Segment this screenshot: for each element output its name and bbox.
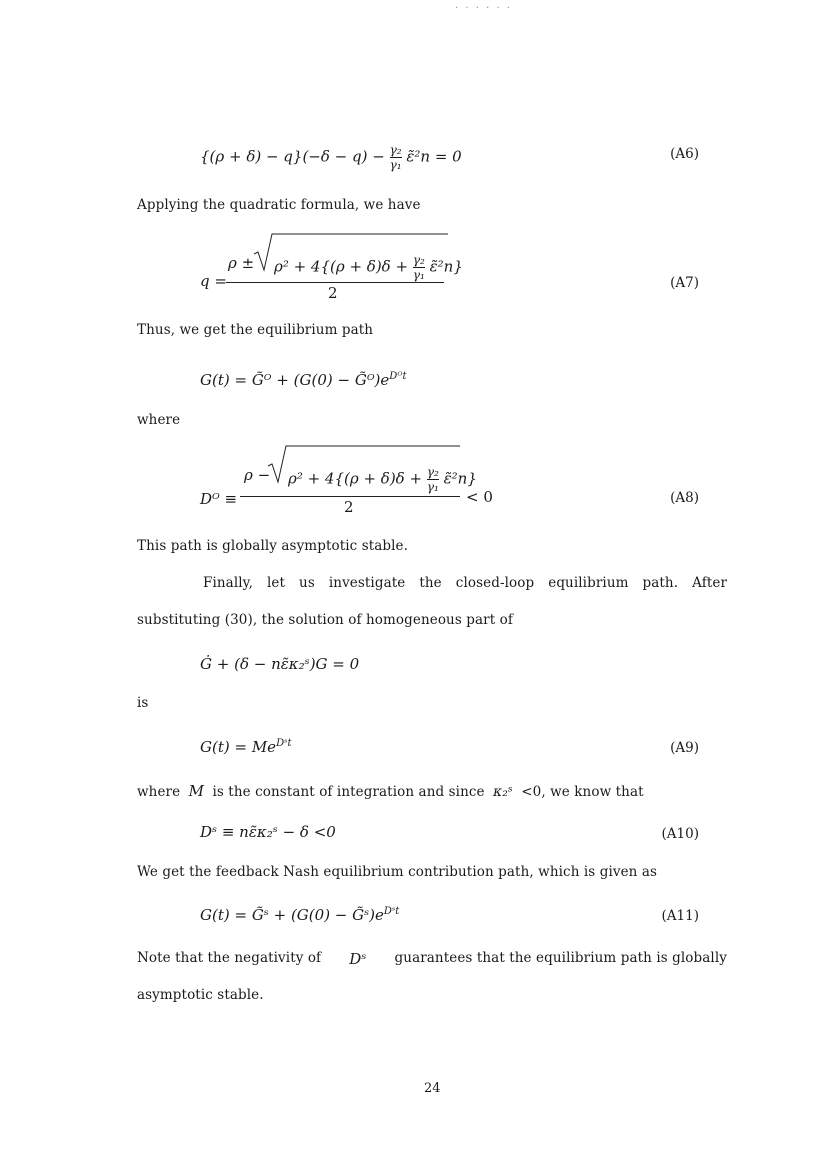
eq-open-loop-body: G(t) = G̃ᴼ + (G(0) − G̃ᴼ)e bbox=[200, 371, 390, 389]
text-where-m bbox=[137, 782, 644, 800]
eq-a7-fraction-bar bbox=[226, 282, 444, 283]
eq-a8-radicand-end: ε̃²n} bbox=[443, 469, 477, 488]
eq-a7-denominator: 2 bbox=[328, 284, 338, 302]
text-where-m-symbol: M bbox=[188, 782, 205, 800]
eq-a7-radicand-main: ρ² + 4{(ρ + δ)δ + bbox=[274, 257, 409, 276]
text-where-m-part3: <0, we know that bbox=[521, 784, 644, 800]
text-note-part2: guarantees that the equilibrium path is globally bbox=[394, 950, 727, 966]
eq-a8-radicand-main: ρ² + 4{(ρ + δ)δ + bbox=[288, 469, 423, 488]
text-where: where bbox=[137, 412, 181, 428]
eq-label-a7: (A7) bbox=[670, 275, 699, 291]
para-finally-line2: substituting (30), the solution of homogeneous part of bbox=[137, 612, 513, 628]
eq-a9-body: G(t) = Me bbox=[200, 738, 277, 756]
header-marks: . . . . . . bbox=[455, 0, 512, 11]
eq-a7-rad-frac-num: γ₂ bbox=[412, 253, 425, 267]
equation-a6 bbox=[200, 144, 462, 171]
eq-label-a10: (A10) bbox=[661, 826, 699, 842]
text-note-line1 bbox=[137, 950, 727, 968]
eq-a7-radicand-frac bbox=[413, 254, 425, 281]
text-quadratic: Applying the quadratic formula, we have bbox=[137, 197, 421, 213]
text-where-m-part1: where bbox=[137, 784, 181, 800]
eq-a8-lhs: Dᴼ ≡ bbox=[200, 490, 238, 508]
eq-label-a6: (A6) bbox=[670, 146, 699, 162]
text-feedback: We get the feedback Nash equilibrium contribution path, which is given as bbox=[137, 864, 658, 880]
equation-a11 bbox=[200, 906, 399, 924]
eq-a8-denominator: 2 bbox=[344, 498, 354, 516]
eq-a6-frac-num: γ₂ bbox=[389, 143, 402, 157]
text-note-line2: asymptotic stable. bbox=[137, 987, 264, 1003]
eq-a9-exp: Dˢt bbox=[276, 738, 292, 749]
equation-a9 bbox=[200, 738, 291, 756]
eq-a6-frac-den: γ₁ bbox=[389, 158, 402, 172]
eq-a8-rad-frac-den: γ₁ bbox=[426, 480, 439, 494]
eq-a7-radicand-end: ε̃²n} bbox=[429, 257, 463, 276]
eq-a8-fraction-bar bbox=[240, 496, 460, 497]
eq-label-a9: (A9) bbox=[670, 740, 699, 756]
eq-a7-radicand bbox=[274, 254, 463, 281]
eq-a8-radicand bbox=[288, 466, 477, 493]
eq-open-loop-exp: Dᴼt bbox=[389, 371, 407, 382]
text-note-part1: Note that the negativity of bbox=[137, 950, 322, 966]
eq-a7-num-left: ρ ± bbox=[228, 254, 255, 272]
text-note-symbol: Dˢ bbox=[349, 950, 367, 968]
eq-a8-rad-frac-num: γ₂ bbox=[426, 465, 439, 479]
para-finally-line1: Finally, let us investigate the closed-loop equilibrium path. After bbox=[203, 575, 727, 591]
eq-homogeneous: Ġ + (δ − nε̃κ₂ˢ)G = 0 bbox=[200, 655, 360, 673]
eq-a8-radicand-frac bbox=[427, 466, 439, 493]
text-where-m-part2: is the constant of integration and since bbox=[212, 784, 485, 800]
eq-a7-rad-frac-den: γ₁ bbox=[412, 268, 425, 282]
text-stable: This path is globally asymptotic stable. bbox=[137, 538, 409, 554]
eq-a8-rhs: < 0 bbox=[466, 488, 493, 506]
eq-a10-body: Dˢ ≡ nε̃κ₂ˢ − δ <0 bbox=[200, 823, 336, 841]
eq-a11-exp: Dˢt bbox=[383, 906, 400, 917]
eq-a8-num-left: ρ − bbox=[244, 466, 271, 484]
eq-label-a11: (A11) bbox=[661, 908, 699, 924]
eq-a6-fraction bbox=[390, 144, 402, 171]
eq-a11-body: G(t) = G̃ˢ + (G(0) − G̃ˢ)e bbox=[200, 906, 384, 924]
eq-a6-right: ε̃²n = 0 bbox=[406, 147, 462, 166]
text-is: is bbox=[137, 695, 149, 711]
text-where-m-kappa: κ₂ˢ bbox=[493, 784, 513, 800]
eq-label-a8: (A8) bbox=[670, 490, 699, 506]
text-equilibrium: Thus, we get the equilibrium path bbox=[137, 322, 374, 338]
eq-a6-left: {(ρ + δ) − q}(−δ − q) − bbox=[200, 147, 385, 166]
page-number: 24 bbox=[424, 1081, 441, 1096]
eq-a7-lhs: q = bbox=[200, 272, 227, 290]
eq-open-loop-path bbox=[200, 371, 407, 389]
